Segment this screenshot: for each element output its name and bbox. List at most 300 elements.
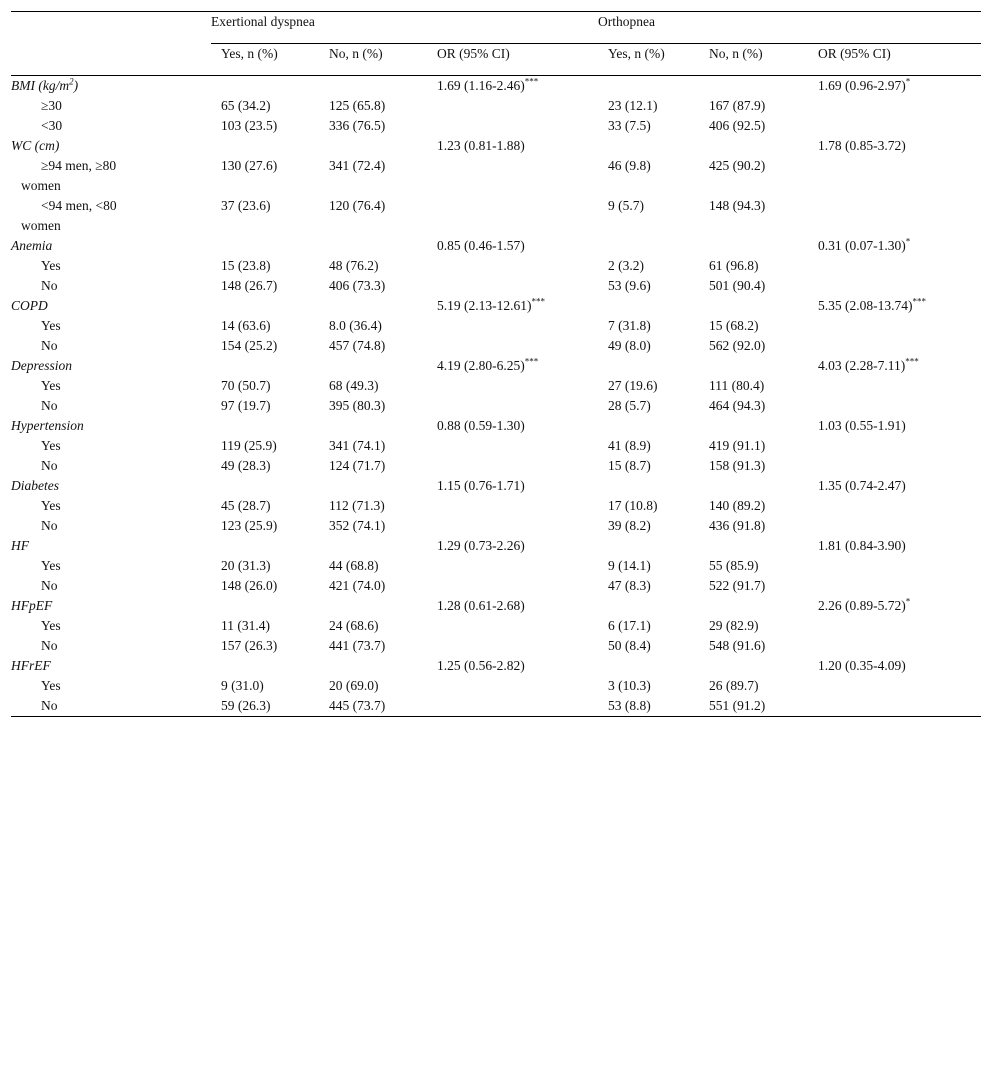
yes-count-1 xyxy=(211,96,319,116)
no-count-1-text: 44 (68.8) xyxy=(329,558,379,573)
yes-count-1 xyxy=(211,356,319,376)
col-header-no-2: No, n (%) xyxy=(699,44,808,76)
odds-ratio-2-wrap xyxy=(818,296,948,316)
odds-ratio-2 xyxy=(808,316,981,336)
yes-count-2-text: 7 (31.8) xyxy=(608,318,651,333)
yes-count-1 xyxy=(211,516,319,536)
yes-count-1 xyxy=(211,476,319,496)
yes-count-2 xyxy=(598,656,699,676)
yes-count-1-text: 37 (23.6) xyxy=(221,198,271,213)
no-count-2-text: 419 (91.1) xyxy=(709,438,766,453)
no-count-2 xyxy=(699,396,808,416)
no-count-1-text: 445 (73.7) xyxy=(329,698,386,713)
label-text: No xyxy=(41,278,58,293)
odds-ratio-value: 1.03 (0.55-1.91) xyxy=(818,418,906,433)
yes-count-2-text: 23 (12.1) xyxy=(608,98,658,113)
no-count-2 xyxy=(699,596,808,616)
no-count-2 xyxy=(699,436,808,456)
no-count-1-text: 421 (74.0) xyxy=(329,578,386,593)
no-count-2-text: 551 (91.2) xyxy=(709,698,766,713)
yes-count-1 xyxy=(211,296,319,316)
yes-count-2-text: 47 (8.3) xyxy=(608,578,651,593)
odds-ratio-1-wrap xyxy=(437,356,562,376)
yes-count-1 xyxy=(211,436,319,456)
yes-count-2 xyxy=(598,376,699,396)
yes-count-2-text: 46 (9.8) xyxy=(608,158,651,173)
odds-ratio-1 xyxy=(427,476,598,496)
odds-ratio-2 xyxy=(808,456,981,476)
no-count-1 xyxy=(319,136,427,156)
odds-ratio-1 xyxy=(427,456,598,476)
odds-ratio-1 xyxy=(427,196,598,236)
yes-count-1-text: 45 (28.7) xyxy=(221,498,271,513)
no-count-1-text: 125 (65.8) xyxy=(329,98,386,113)
odds-ratio-2 xyxy=(808,296,981,316)
no-count-1-text: 341 (74.1) xyxy=(329,438,386,453)
no-count-2 xyxy=(699,116,808,136)
odds-ratio-1 xyxy=(427,136,598,156)
label-text: Hypertension xyxy=(11,418,84,433)
yes-count-2 xyxy=(598,136,699,156)
odds-ratio-2 xyxy=(808,416,981,436)
group-header-orthopnea: Orthopnea xyxy=(598,12,981,44)
label-text: <30 xyxy=(41,118,63,133)
col-header-no-1: No, n (%) xyxy=(319,44,427,76)
yes-count-2-text: 27 (19.6) xyxy=(608,378,658,393)
odds-ratio-2 xyxy=(808,76,981,97)
yes-count-2 xyxy=(598,476,699,496)
label-text: Yes xyxy=(41,318,61,333)
no-count-2 xyxy=(699,556,808,576)
no-count-1 xyxy=(319,96,427,116)
yes-count-1 xyxy=(211,136,319,156)
no-count-2-text: 111 (80.4) xyxy=(709,378,765,393)
yes-count-2 xyxy=(598,556,699,576)
no-count-1 xyxy=(319,236,427,256)
odds-ratio-1-wrap xyxy=(437,476,562,496)
yes-count-2 xyxy=(598,396,699,416)
yes-count-2-text: 17 (10.8) xyxy=(608,498,658,513)
odds-ratio-2 xyxy=(808,676,981,696)
no-count-2 xyxy=(699,336,808,356)
yes-count-1 xyxy=(211,496,319,516)
level-label xyxy=(11,316,211,336)
variable-row xyxy=(11,416,981,436)
yes-count-1-text: 123 (25.9) xyxy=(221,518,278,533)
odds-ratio-1 xyxy=(427,336,598,356)
label-text: Anemia xyxy=(11,238,53,253)
odds-ratio-1-wrap xyxy=(437,236,562,256)
yes-count-1 xyxy=(211,316,319,336)
no-count-2 xyxy=(699,516,808,536)
yes-count-1 xyxy=(211,616,319,636)
label-text: No xyxy=(41,578,58,593)
odds-ratio-1-wrap xyxy=(437,656,562,676)
odds-ratio-value: 1.69 (1.16-2.46) xyxy=(437,78,525,93)
yes-count-1-text: 49 (28.3) xyxy=(221,458,271,473)
yes-count-2-text: 53 (8.8) xyxy=(608,698,651,713)
no-count-2-text: 548 (91.6) xyxy=(709,638,766,653)
label-text: No xyxy=(41,518,58,533)
yes-count-2 xyxy=(598,256,699,276)
no-count-2 xyxy=(699,476,808,496)
yes-count-2 xyxy=(598,696,699,717)
yes-count-2 xyxy=(598,636,699,656)
no-count-1 xyxy=(319,276,427,296)
label-superscript: 2 xyxy=(69,76,74,87)
variable-row xyxy=(11,536,981,556)
odds-ratio-1 xyxy=(427,156,598,196)
yes-count-1-text: 154 (25.2) xyxy=(221,338,278,353)
no-count-2-text: 55 (85.9) xyxy=(709,558,759,573)
significance-marker: *** xyxy=(524,356,539,367)
odds-ratio-value: 1.28 (0.61-2.68) xyxy=(437,598,525,613)
label-header xyxy=(11,44,211,76)
level-label xyxy=(11,336,211,356)
odds-ratio-value: 5.19 (2.13-12.61) xyxy=(437,298,532,313)
yes-count-2 xyxy=(598,156,699,196)
no-count-2 xyxy=(699,296,808,316)
yes-count-2 xyxy=(598,456,699,476)
no-count-2-text: 140 (89.2) xyxy=(709,498,766,513)
yes-count-2-text: 39 (8.2) xyxy=(608,518,651,533)
variable-row xyxy=(11,596,981,616)
yes-count-1-text: 157 (26.3) xyxy=(221,638,278,653)
group-header-exertional-dyspnea: Exertional dyspnea xyxy=(211,12,598,44)
table-row xyxy=(11,336,981,356)
no-count-2 xyxy=(699,496,808,516)
no-count-1 xyxy=(319,376,427,396)
yes-count-1-text: 15 (23.8) xyxy=(221,258,271,273)
odds-ratio-1 xyxy=(427,96,598,116)
table-body xyxy=(11,76,981,717)
no-count-1-text: 68 (49.3) xyxy=(329,378,379,393)
variable-label xyxy=(11,356,211,376)
significance-marker: * xyxy=(905,236,911,247)
no-count-1 xyxy=(319,476,427,496)
odds-ratio-1 xyxy=(427,636,598,656)
no-count-1 xyxy=(319,676,427,696)
variable-row xyxy=(11,236,981,256)
no-count-1-text: 352 (74.1) xyxy=(329,518,386,533)
yes-count-1 xyxy=(211,636,319,656)
variable-row xyxy=(11,296,981,316)
yes-count-2-text: 2 (3.2) xyxy=(608,258,644,273)
no-count-2 xyxy=(699,256,808,276)
variable-row xyxy=(11,476,981,496)
yes-count-1 xyxy=(211,696,319,717)
no-count-1 xyxy=(319,416,427,436)
yes-count-1 xyxy=(211,456,319,476)
odds-ratio-2 xyxy=(808,236,981,256)
odds-ratio-2 xyxy=(808,156,981,196)
no-count-2-text: 15 (68.2) xyxy=(709,318,759,333)
label-text: ≥94 men, ≥80 women xyxy=(21,158,117,193)
label-text: ≥30 xyxy=(41,98,62,113)
label-text: WC (cm) xyxy=(11,138,60,153)
yes-count-1 xyxy=(211,556,319,576)
variable-label xyxy=(11,476,211,496)
odds-ratio-value: 4.19 (2.80-6.25) xyxy=(437,358,525,373)
no-count-2 xyxy=(699,316,808,336)
no-count-2-text: 26 (89.7) xyxy=(709,678,759,693)
level-label xyxy=(11,556,211,576)
no-count-2 xyxy=(699,456,808,476)
odds-ratio-2 xyxy=(808,496,981,516)
variable-label xyxy=(11,536,211,556)
odds-ratio-1-wrap xyxy=(437,76,562,96)
odds-ratio-1 xyxy=(427,316,598,336)
yes-count-1 xyxy=(211,236,319,256)
no-count-2-text: 29 (82.9) xyxy=(709,618,759,633)
yes-count-2 xyxy=(598,116,699,136)
no-count-1 xyxy=(319,516,427,536)
col-header-yes-1: Yes, n (%) xyxy=(211,44,319,76)
no-count-2 xyxy=(699,656,808,676)
yes-count-2 xyxy=(598,276,699,296)
label-text: Yes xyxy=(41,678,61,693)
yes-count-2 xyxy=(598,436,699,456)
table-row xyxy=(11,276,981,296)
odds-ratio-2 xyxy=(808,516,981,536)
level-label xyxy=(11,96,211,116)
yes-count-1-text: 59 (26.3) xyxy=(221,698,271,713)
yes-count-2 xyxy=(598,676,699,696)
yes-count-2 xyxy=(598,296,699,316)
no-count-2-text: 425 (90.2) xyxy=(709,158,766,173)
odds-ratio-2 xyxy=(808,116,981,136)
no-count-1-text: 24 (68.6) xyxy=(329,618,379,633)
odds-ratio-2 xyxy=(808,396,981,416)
no-count-1 xyxy=(319,156,427,196)
no-count-1-text: 48 (76.2) xyxy=(329,258,379,273)
yes-count-2-text: 9 (5.7) xyxy=(608,198,644,213)
table-row xyxy=(11,256,981,276)
col-header-yes-2: Yes, n (%) xyxy=(598,44,699,76)
odds-ratio-2 xyxy=(808,356,981,376)
variable-label xyxy=(11,416,211,436)
no-count-2 xyxy=(699,636,808,656)
yes-count-1 xyxy=(211,656,319,676)
yes-count-2 xyxy=(598,536,699,556)
yes-count-1 xyxy=(211,396,319,416)
odds-ratio-1 xyxy=(427,256,598,276)
odds-ratio-2-wrap xyxy=(818,136,948,156)
yes-count-1 xyxy=(211,276,319,296)
odds-ratio-2 xyxy=(808,536,981,556)
yes-count-1 xyxy=(211,256,319,276)
no-count-2 xyxy=(699,96,808,116)
yes-count-2-text: 33 (7.5) xyxy=(608,118,651,133)
yes-count-1 xyxy=(211,376,319,396)
no-count-1-text: 341 (72.4) xyxy=(329,158,386,173)
no-count-2 xyxy=(699,156,808,196)
table-row xyxy=(11,316,981,336)
no-count-2 xyxy=(699,576,808,596)
table-row xyxy=(11,96,981,116)
odds-ratio-1-wrap xyxy=(437,136,562,156)
yes-count-2 xyxy=(598,196,699,236)
yes-count-2 xyxy=(598,576,699,596)
label-text: Yes xyxy=(41,438,61,453)
odds-ratio-1 xyxy=(427,116,598,136)
label-text: No xyxy=(41,398,58,413)
odds-ratio-1 xyxy=(427,496,598,516)
no-count-1-text: 457 (74.8) xyxy=(329,338,386,353)
yes-count-1 xyxy=(211,416,319,436)
label-text: Yes xyxy=(41,498,61,513)
no-count-1 xyxy=(319,696,427,717)
yes-count-1-text: 14 (63.6) xyxy=(221,318,271,333)
yes-count-1 xyxy=(211,76,319,97)
level-label xyxy=(11,436,211,456)
yes-count-2-text: 6 (17.1) xyxy=(608,618,651,633)
yes-count-1 xyxy=(211,116,319,136)
label-text: HFrEF xyxy=(11,658,51,673)
no-count-2-text: 61 (96.8) xyxy=(709,258,759,273)
no-count-1-text: 112 (71.3) xyxy=(329,498,385,513)
no-count-2 xyxy=(699,676,808,696)
odds-ratio-value: 2.26 (0.89-5.72) xyxy=(818,598,906,613)
level-label xyxy=(11,256,211,276)
yes-count-2 xyxy=(598,516,699,536)
label-text: No xyxy=(41,458,58,473)
no-count-2 xyxy=(699,416,808,436)
level-label xyxy=(11,496,211,516)
odds-ratio-2-wrap xyxy=(818,476,948,496)
odds-ratio-2 xyxy=(808,636,981,656)
no-count-2-text: 148 (94.3) xyxy=(709,198,766,213)
odds-ratio-1 xyxy=(427,536,598,556)
corner-cell xyxy=(11,12,211,44)
label-suffix: ) xyxy=(73,78,79,93)
yes-count-2-text: 49 (8.0) xyxy=(608,338,651,353)
odds-ratio-value: 1.23 (0.81-1.88) xyxy=(437,138,525,153)
significance-marker: * xyxy=(905,596,911,607)
yes-count-2-text: 53 (9.6) xyxy=(608,278,651,293)
variable-row xyxy=(11,656,981,676)
level-label xyxy=(11,676,211,696)
label-text: HFpEF xyxy=(11,598,53,613)
yes-count-1 xyxy=(211,676,319,696)
odds-ratio-2 xyxy=(808,256,981,276)
odds-ratio-1 xyxy=(427,656,598,676)
level-label xyxy=(11,156,211,196)
no-count-1-text: 395 (80.3) xyxy=(329,398,386,413)
no-count-1 xyxy=(319,456,427,476)
no-count-1 xyxy=(319,576,427,596)
significance-marker: *** xyxy=(905,356,919,367)
label-text: No xyxy=(41,638,58,653)
odds-ratio-2-wrap xyxy=(818,536,948,556)
no-count-1 xyxy=(319,396,427,416)
no-count-1 xyxy=(319,76,427,97)
odds-ratio-value: 4.03 (2.28-7.11) xyxy=(818,358,906,373)
yes-count-1 xyxy=(211,336,319,356)
yes-count-2-text: 9 (14.1) xyxy=(608,558,651,573)
yes-count-1-text: 70 (50.7) xyxy=(221,378,271,393)
level-label xyxy=(11,696,211,717)
odds-ratio-2 xyxy=(808,96,981,116)
no-count-2 xyxy=(699,696,808,717)
yes-count-1-text: 148 (26.0) xyxy=(221,578,278,593)
odds-ratio-1 xyxy=(427,696,598,717)
yes-count-1-text: 148 (26.7) xyxy=(221,278,278,293)
table-row xyxy=(11,156,981,196)
variable-row xyxy=(11,76,981,97)
label-text: Yes xyxy=(41,258,61,273)
col-header-or-2: OR (95% CI) xyxy=(808,44,981,76)
odds-ratio-1 xyxy=(427,396,598,416)
odds-ratio-value: 0.85 (0.46-1.57) xyxy=(437,238,525,253)
level-label xyxy=(11,576,211,596)
odds-ratio-2 xyxy=(808,616,981,636)
variable-row xyxy=(11,136,981,156)
results-table xyxy=(11,11,981,717)
level-label xyxy=(11,456,211,476)
table-row xyxy=(11,636,981,656)
level-label xyxy=(11,376,211,396)
no-count-2 xyxy=(699,356,808,376)
no-count-2 xyxy=(699,76,808,97)
odds-ratio-1 xyxy=(427,376,598,396)
no-count-1 xyxy=(319,616,427,636)
no-count-1 xyxy=(319,256,427,276)
yes-count-2 xyxy=(598,236,699,256)
yes-count-2 xyxy=(598,336,699,356)
significance-marker: *** xyxy=(912,296,926,307)
no-count-1 xyxy=(319,316,427,336)
odds-ratio-2 xyxy=(808,196,981,236)
odds-ratio-value: 1.78 (0.85-3.72) xyxy=(818,138,906,153)
odds-ratio-1-wrap xyxy=(437,416,562,436)
no-count-1-text: 8.0 (36.4) xyxy=(329,318,382,333)
level-label xyxy=(11,516,211,536)
odds-ratio-2 xyxy=(808,556,981,576)
level-label xyxy=(11,396,211,416)
odds-ratio-1 xyxy=(427,296,598,316)
label-text: No xyxy=(41,338,58,353)
yes-count-1-text: 119 (25.9) xyxy=(221,438,277,453)
no-count-2-text: 501 (90.4) xyxy=(709,278,766,293)
no-count-2-text: 436 (91.8) xyxy=(709,518,766,533)
label-text: COPD xyxy=(11,298,48,313)
table-row xyxy=(11,696,981,717)
no-count-1 xyxy=(319,536,427,556)
odds-ratio-2 xyxy=(808,696,981,717)
yes-count-1 xyxy=(211,576,319,596)
odds-ratio-1 xyxy=(427,596,598,616)
no-count-2 xyxy=(699,376,808,396)
odds-ratio-1 xyxy=(427,616,598,636)
odds-ratio-1-wrap xyxy=(437,536,562,556)
table-row xyxy=(11,396,981,416)
no-count-1 xyxy=(319,556,427,576)
yes-count-1-text: 9 (31.0) xyxy=(221,678,264,693)
odds-ratio-1 xyxy=(427,416,598,436)
odds-ratio-value: 0.88 (0.59-1.30) xyxy=(437,418,525,433)
yes-count-2 xyxy=(598,76,699,97)
odds-ratio-1 xyxy=(427,556,598,576)
label-text: BMI (kg/m xyxy=(11,78,70,93)
table-row xyxy=(11,196,981,236)
variable-label xyxy=(11,236,211,256)
odds-ratio-value: 1.15 (0.76-1.71) xyxy=(437,478,525,493)
yes-count-2 xyxy=(598,416,699,436)
yes-count-2-text: 28 (5.7) xyxy=(608,398,651,413)
table-row xyxy=(11,456,981,476)
odds-ratio-2 xyxy=(808,336,981,356)
